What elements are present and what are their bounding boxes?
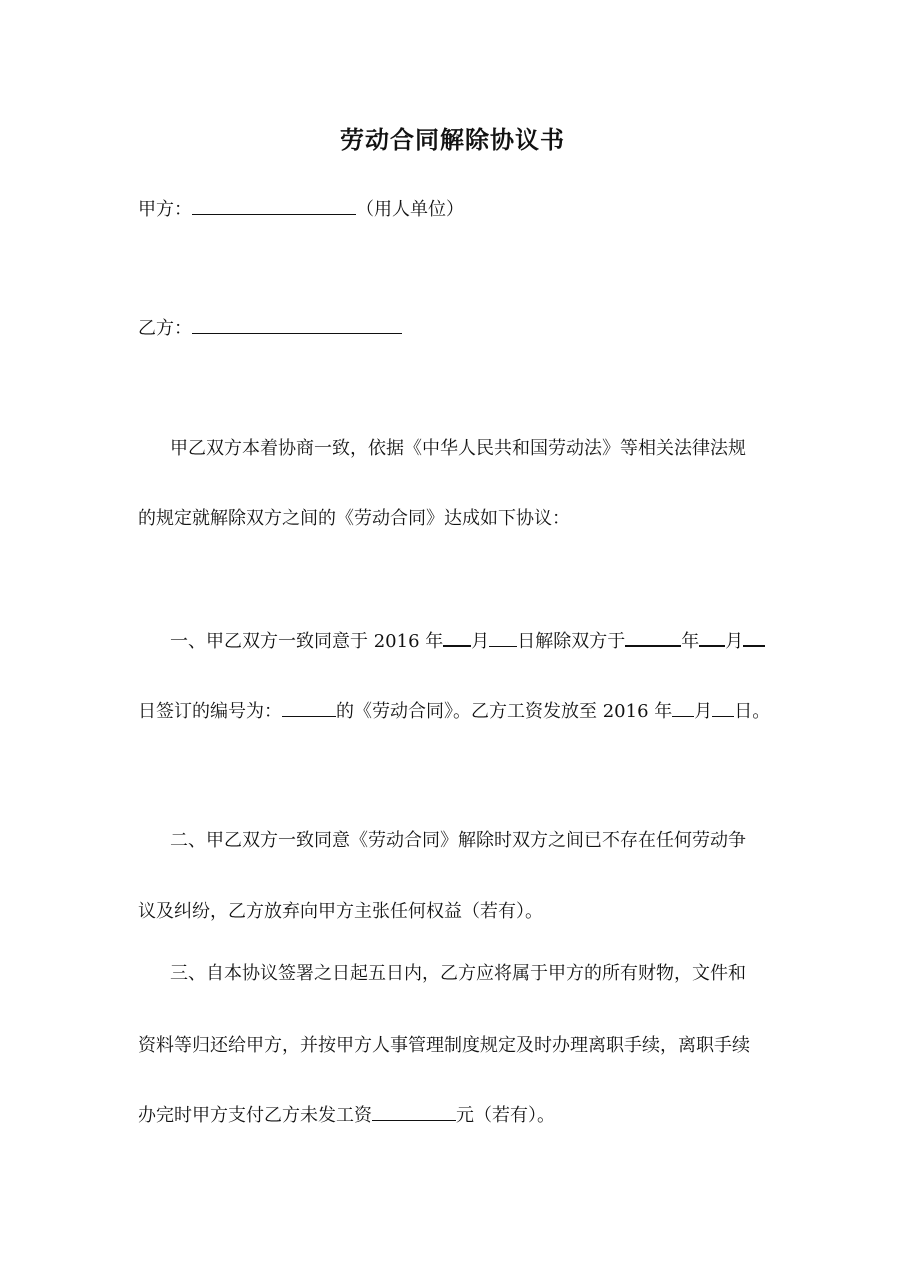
contract-number-blank <box>282 700 336 717</box>
sign-day-blank <box>743 629 765 647</box>
clause-2-line-2: 议及纠纷，乙方放弃向甲方主张任何权益（若有）。 <box>138 901 543 922</box>
sign-month-blank <box>699 629 725 647</box>
unpaid-wage-blank <box>372 1104 456 1121</box>
intro-line-1: 甲乙双方本着协商一致，依据《中华人民共和国劳动法》等相关法律法规 <box>170 438 746 459</box>
party-a-label: 甲方： <box>138 199 192 220</box>
party-b-line <box>138 317 402 341</box>
party-b-blank <box>192 317 402 334</box>
clause-1-line-1 <box>170 629 765 654</box>
party-b-label: 乙方： <box>138 318 192 339</box>
party-a-line <box>138 198 464 222</box>
clause-2-line-1: 二、甲乙双方一致同意《劳动合同》解除时双方之间已不存在任何劳动争 <box>170 830 746 851</box>
clause-1-line-2 <box>138 700 770 724</box>
clause-1-text-f: 日签订的编号为： <box>138 701 282 722</box>
pay-month-blank <box>672 700 694 717</box>
document-title: 劳动合同解除协议书 <box>340 125 565 154</box>
clause-3-text-a: 办完时甲方支付乙方未发工资 <box>138 1105 372 1126</box>
clause-1-text-a: 一、甲乙双方一致同意于 2016 年 <box>170 631 444 652</box>
month-blank <box>443 629 471 647</box>
clause-1-text-c: 日解除双方于 <box>517 631 626 652</box>
clause-1-text-e: 月 <box>725 631 744 652</box>
party-a-suffix: （用人单位） <box>356 199 464 220</box>
party-a-blank <box>192 198 356 215</box>
clause-3-text-b: 元（若有）。 <box>456 1105 555 1126</box>
pay-day-blank <box>712 700 734 717</box>
clause-1-text-h: 月 <box>694 701 713 722</box>
clause-1-text-i: 日。 <box>734 701 771 722</box>
day-blank <box>489 630 517 647</box>
clause-3-line-3 <box>138 1104 555 1128</box>
clause-1-text-g: 的《劳动合同》。乙方工资发放至 2016 年 <box>336 701 673 722</box>
sign-year-blank <box>625 629 681 647</box>
clause-1-text-b: 月 <box>471 631 490 652</box>
clause-3-line-1: 三、自本协议签署之日起五日内，乙方应将属于甲方的所有财物，文件和 <box>170 963 746 984</box>
clause-3-line-2: 资料等归还给甲方，并按甲方人事管理制度规定及时办理离职手续，离职手续 <box>138 1035 750 1056</box>
clause-1-text-d: 年 <box>681 631 700 652</box>
intro-line-2: 的规定就解除双方之间的《劳动合同》达成如下协议： <box>138 508 570 529</box>
